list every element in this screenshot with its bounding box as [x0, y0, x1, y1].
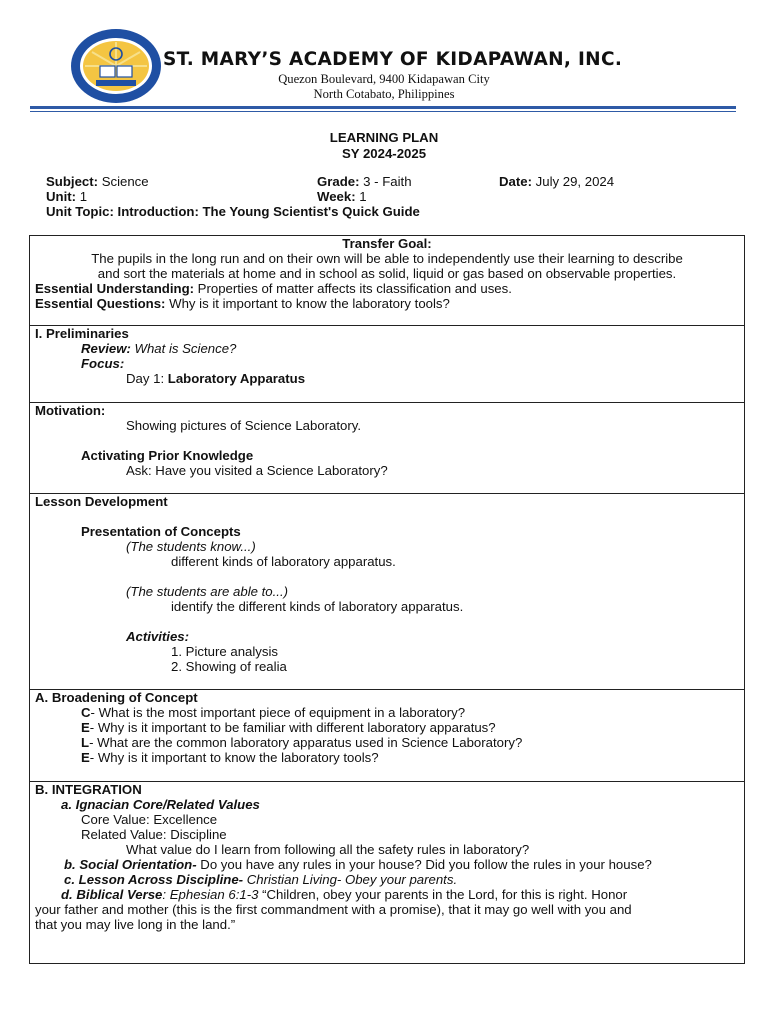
- transfer-goal-heading: Transfer Goal:: [342, 236, 432, 251]
- unit-field: Unit: 1: [46, 189, 88, 204]
- activities-label: Activities:: [126, 629, 190, 644]
- preliminaries-section: [29, 325, 745, 403]
- social-orientation: b. Social Orientation- Do you have any rules in your house? Did you follow the rules in your house?: [64, 857, 652, 872]
- review-line: Review: What is Science?: [81, 341, 237, 356]
- transfer-goal-section: [29, 235, 745, 326]
- lesson-development-section: [29, 493, 745, 690]
- broadening-heading: A. Broadening of Concept: [35, 690, 198, 705]
- plan-title: LEARNING PLAN: [329, 130, 439, 145]
- apk-heading: Activating Prior Knowledge: [81, 448, 254, 463]
- letterhead: [0, 0, 768, 120]
- cele-item: E- Why is it important to be familiar with different laboratory apparatus?: [81, 720, 496, 735]
- integration-heading: B. INTEGRATION: [35, 782, 142, 797]
- activity-item: 1. Picture analysis: [171, 644, 279, 659]
- motivation-text: Showing pictures of Science Laboratory.: [126, 418, 362, 433]
- header-rule: [30, 106, 736, 109]
- grade-field: Grade: 3 - Faith: [317, 174, 412, 189]
- subject-field: Subject: Science: [46, 174, 149, 189]
- students-know-label: (The students know...): [126, 539, 256, 554]
- biblical-verse-line-2: your father and mother (this is the first commandment with a promise), that it may go well with you and: [35, 902, 632, 917]
- lesson-heading: Lesson Development: [35, 494, 168, 509]
- motivation-heading: Motivation:: [35, 403, 106, 418]
- date-field: Date: July 29, 2024: [499, 174, 615, 189]
- cele-item: L- What are the common laboratory apparatus used in Science Laboratory?: [81, 735, 523, 750]
- transfer-goal-line-1: The pupils in the long run and on their own will be able to independently use their learning to describe: [91, 251, 683, 266]
- students-able-label: (The students are able to...): [126, 584, 288, 599]
- motivation-section: [29, 402, 745, 494]
- essential-understanding: Essential Understanding: Properties of matter affects its classification and uses.: [35, 281, 512, 296]
- header-rule-thin: [30, 111, 736, 112]
- related-value: Related Value: Discipline: [81, 827, 227, 842]
- students-know-text: different kinds of laboratory apparatus.: [171, 554, 396, 569]
- transfer-goal-line-2: and sort the materials at home and in school as solid, liquid or gas based on observable properties.: [97, 266, 677, 281]
- unit-topic: Unit Topic: Introduction: The Young Scientist's Quick Guide: [46, 204, 420, 219]
- core-value: Core Value: Excellence: [81, 812, 218, 827]
- broadening-section: [29, 689, 745, 782]
- cele-item: C- What is the most important piece of equipment in a laboratory?: [81, 705, 466, 720]
- apk-text: Ask: Have you visited a Science Laboratory?: [126, 463, 388, 478]
- ignacian-values-label: a. Ignacian Core/Related Values: [61, 797, 260, 812]
- address-line-2: North Cotabato, Philippines: [313, 87, 455, 101]
- preliminaries-heading: I. Preliminaries: [35, 326, 129, 341]
- address-line-1: Quezon Boulevard, 9400 Kidapawan City: [278, 72, 490, 86]
- activity-item: 2. Showing of realia: [171, 659, 287, 674]
- biblical-verse-line-3: that you may live long in the land.”: [35, 917, 236, 932]
- lesson-across-discipline: c. Lesson Across Discipline- Christian Living- Obey your parents.: [64, 872, 458, 887]
- biblical-verse: d. Biblical Verse: Ephesian 6:1-3 “Children, obey your parents in the Lord, for this is right. Honor: [61, 887, 628, 902]
- school-year: SY 2024-2025: [341, 146, 427, 161]
- essential-questions: Essential Questions: Why is it important to know the laboratory tools?: [35, 296, 450, 311]
- school-name: ST. MARY’S ACADEMY OF KIDAPAWAN, INC.: [163, 49, 623, 70]
- focus-label: Focus:: [81, 356, 125, 371]
- value-question: What value do I learn from following all the safety rules in laboratory?: [126, 842, 530, 857]
- students-able-text: identify the different kinds of laboratory apparatus.: [171, 599, 464, 614]
- presentation-heading: Presentation of Concepts: [81, 524, 241, 539]
- integration-section: [29, 781, 745, 964]
- day-topic: Day 1: Laboratory Apparatus: [126, 371, 306, 386]
- cele-item: E- Why is it important to know the laboratory tools?: [81, 750, 379, 765]
- week-field: Week: 1: [317, 189, 367, 204]
